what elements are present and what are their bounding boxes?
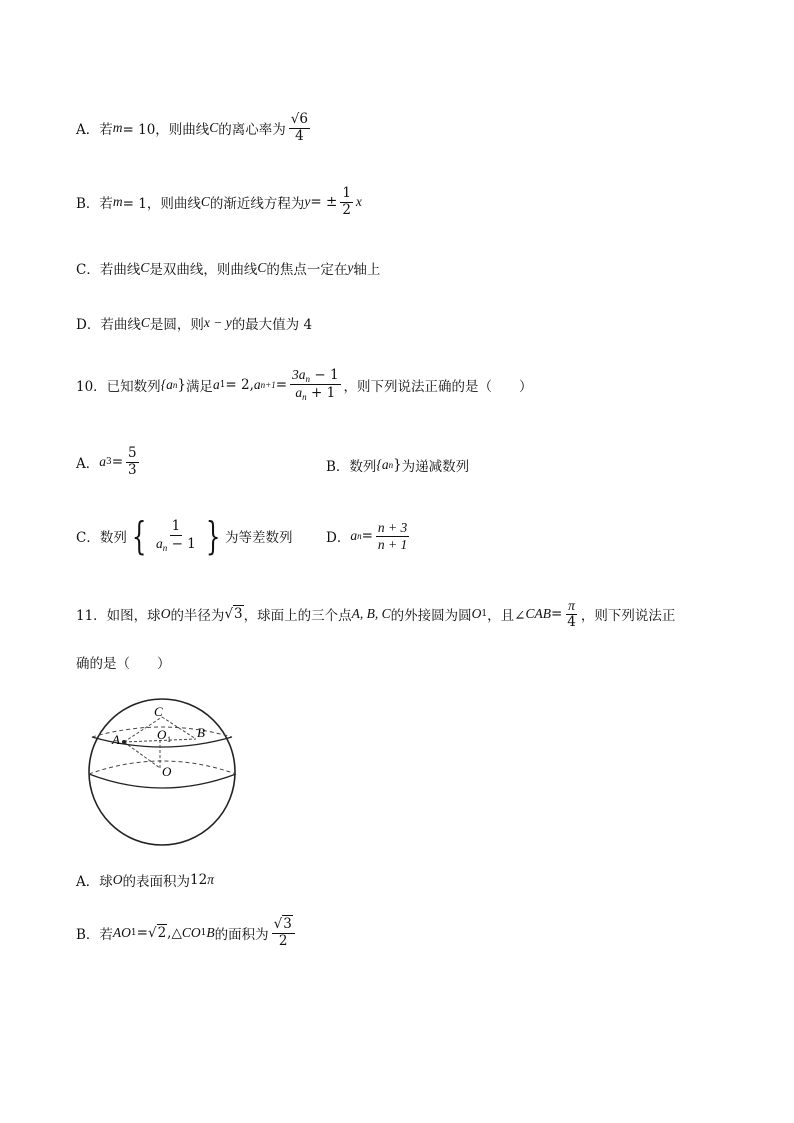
label-b: B (197, 725, 205, 740)
q9-option-a: A．若 m = 10，则曲线 C 的离心率为 $\frac{√6}{4}$ (76, 111, 308, 144)
q10-option-d: D． a n = $\frac{n + 3}{n + 1}$ (326, 520, 408, 552)
point-a (122, 740, 126, 744)
fraction: $\frac{\pi}{4}$ (567, 598, 576, 630)
q10-stem: 10．已知数列 {a n } 满足 a 1 = 2, a n+1 = $\frac{3a_n - 1}{a_n + 1}$ ，则下列说法正确的是（ ） (76, 367, 533, 403)
q9-option-b: B．若 m = 1，则曲线 C 的渐近线方程为 y = ± $\frac{1}{2}$ x (76, 185, 362, 218)
label-o: O (162, 764, 172, 779)
label-o1-sub: 1 (167, 735, 171, 744)
q11-stem-line2: 确的是（ ） (76, 656, 171, 672)
fraction: $\frac{√6}{4}$ (290, 111, 308, 144)
right-brace: } (205, 514, 221, 558)
fraction: $\frac{5}{3}$ (128, 445, 137, 478)
left-brace: { (131, 514, 147, 558)
q9-option-d: D．若曲线 C 是圆，则 x − y 的最大值为 4 (76, 315, 313, 333)
q10-option-a: A． a 3 = $\frac{5}{3}$ (76, 445, 137, 478)
q10-option-c: C．数列 { $\frac{1}{a_n - 1}$ } 为等差数列 (76, 514, 293, 558)
label-o1: O (157, 727, 167, 742)
q11-option-b: B．若 AO 1 = √2 ,△ CO 1 B 的面积为 $\frac{√3}{2}$ (76, 917, 298, 949)
fraction: $\frac{√3}{2}$ (272, 917, 295, 949)
q11-stem-line1: 11．如图，球 O 的半径为 √3 ，球面上的三个点 A, B, C 的外接圆为圆 O 1 ，且∠ CAB = $\frac{\pi}{4}$ ，则下列说法正 (76, 598, 676, 630)
sphere-figure (84, 692, 244, 852)
label-c: C (154, 704, 163, 719)
fraction: $\frac{n + 3}{n + 1}$ (377, 520, 408, 552)
sqrt: √3 (224, 606, 243, 623)
q11-option-a: A．球 O 的表面积为 12 π (76, 872, 214, 890)
fraction: $\frac{1}{2}$ (342, 185, 351, 218)
fraction: $\frac{1}{a_n - 1}$ (156, 518, 196, 553)
label-a: A (112, 732, 120, 747)
q9-option-c: C．若曲线 C 是双曲线，则曲线 C 的焦点一定在 y 轴上 (76, 260, 381, 278)
fraction: $\frac{3a_n - 1}{a_n + 1}$ (292, 367, 339, 403)
sqrt: √2 (147, 925, 167, 942)
q10-option-b: B．数列 {a n } 为递减数列 (326, 457, 470, 475)
